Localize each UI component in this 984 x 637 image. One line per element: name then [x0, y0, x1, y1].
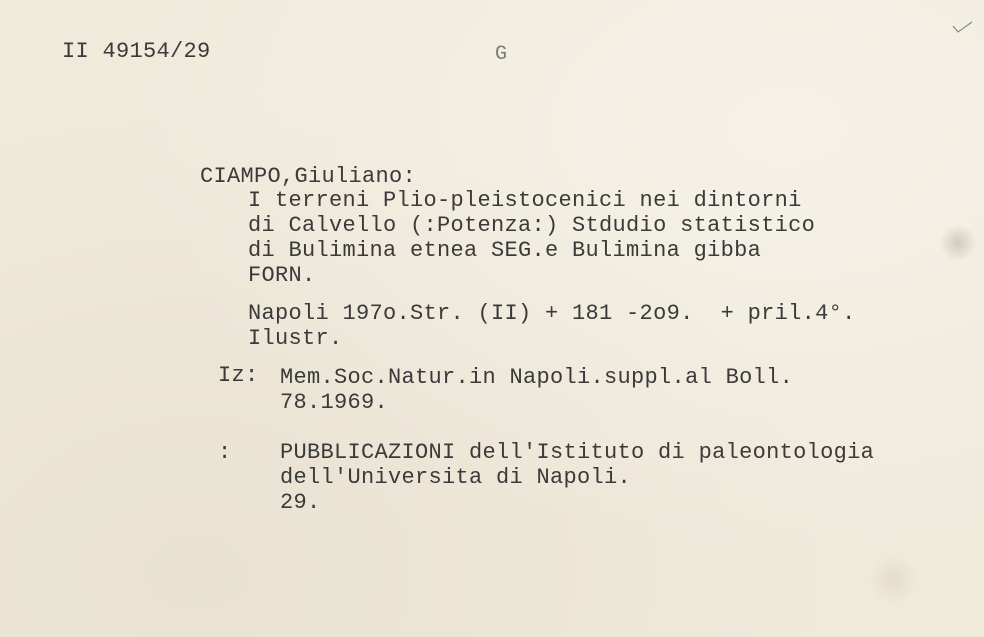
section-letter: G [495, 43, 508, 66]
title-line: di Bulimina etnea SEG.e Bulimina gibba [248, 238, 762, 263]
author-heading: CIAMPO,Giuliano: [200, 164, 417, 189]
imprint-line: Napoli 197o.Str. (II) + 181 -2o9. + pril.4°. [248, 301, 856, 326]
in-line: Mem.Soc.Natur.in Napoli.suppl.al Boll. [280, 365, 794, 390]
faint-stamp [868, 555, 918, 605]
imprint-line: Ilustr. [248, 326, 343, 351]
title-line: di Calvello (:Potenza:) Stdudio statistico [248, 213, 816, 238]
series-line: dell'Universita di Napoli. [280, 465, 632, 490]
title-line: I terreni Plio-pleistocenici nei dintorni [248, 188, 802, 213]
smudge-mark [938, 225, 978, 261]
title-line: FORN. [248, 263, 316, 288]
checkmark-icon [952, 20, 974, 36]
series-line: 29. [280, 490, 321, 515]
series-line: PUBBLICAZIONI dell'Istituto di paleontologia [280, 440, 875, 465]
in-line: 78.1969. [280, 390, 389, 415]
series-label: : [218, 440, 232, 465]
in-label: Iz: [218, 363, 259, 388]
call-number: II 49154/29 [62, 39, 211, 64]
